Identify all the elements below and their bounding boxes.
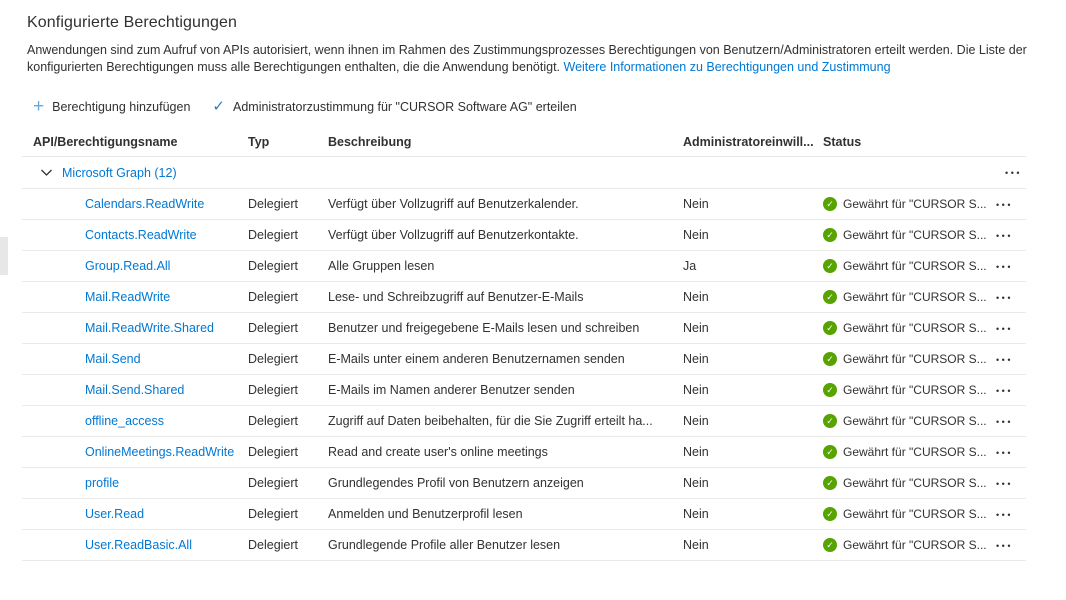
permission-name-link[interactable]: Calendars.ReadWrite: [85, 197, 205, 211]
permission-description: E-Mails unter einem anderen Benutzernamen senden: [328, 352, 625, 366]
admin-consent-required: Nein: [683, 414, 709, 428]
permission-type: Delegiert: [248, 383, 299, 397]
row-actions: [987, 197, 1026, 211]
table-row: [22, 189, 1026, 220]
status-text: Gewährt für "CURSOR S...: [843, 538, 987, 552]
admin-consent-required: Nein: [683, 383, 709, 397]
learn-more-link[interactable]: Weitere Informationen zu Berechtigungen und Zustimmung: [563, 60, 891, 74]
admin-consent-required: Nein: [683, 476, 709, 490]
chevron-down-icon[interactable]: [40, 166, 53, 179]
group-more-options-icon[interactable]: •••: [1005, 167, 1022, 178]
row-more-options-icon[interactable]: •••: [996, 417, 1013, 427]
permission-type: Delegiert: [248, 414, 299, 428]
row-actions: [987, 414, 1026, 428]
column-header-admin-consent: Administratoreinwill...: [683, 134, 814, 149]
table-row: [22, 375, 1026, 406]
permission-description: E-Mails im Namen anderer Benutzer senden: [328, 383, 575, 397]
permission-type: Delegiert: [248, 476, 299, 490]
table-row: [22, 251, 1026, 282]
table-row: [22, 220, 1026, 251]
admin-consent-required: Ja: [683, 259, 697, 273]
row-more-options-icon[interactable]: •••: [996, 541, 1013, 551]
row-more-options-icon[interactable]: •••: [996, 355, 1013, 365]
permissions-table: [22, 127, 1026, 561]
row-actions: [987, 476, 1026, 490]
status-cell: [823, 383, 987, 397]
permission-description: Benutzer und freigegebene E-Mails lesen und schreiben: [328, 321, 640, 335]
table-row: [22, 437, 1026, 468]
status-text: Gewährt für "CURSOR S...: [843, 507, 987, 521]
permission-type: Delegiert: [248, 321, 299, 335]
row-more-options-icon[interactable]: •••: [996, 324, 1013, 334]
permission-name-link[interactable]: Mail.ReadWrite: [85, 290, 171, 304]
permission-name-link[interactable]: User.Read: [85, 507, 145, 521]
add-permission-button[interactable]: [33, 96, 191, 117]
permission-description: Anmelden und Benutzerprofil lesen: [328, 507, 523, 521]
row-actions: [987, 445, 1026, 459]
column-header-name: API/Berechtigungsname: [33, 134, 178, 149]
granted-check-icon: ✓: [823, 228, 837, 242]
permission-name-link[interactable]: Mail.Send: [85, 352, 141, 366]
add-icon: +: [33, 96, 45, 117]
table-row: [22, 282, 1026, 313]
table-row: [22, 313, 1026, 344]
status-text: Gewährt für "CURSOR S...: [843, 259, 987, 273]
table-header-row: [22, 127, 1026, 157]
add-permission-label: Berechtigung hinzufügen: [52, 100, 191, 114]
status-cell: [823, 228, 987, 242]
granted-check-icon: ✓: [823, 259, 837, 273]
permission-description: Grundlegende Profile aller Benutzer lesen: [328, 538, 561, 552]
page-description: [27, 42, 1035, 76]
grant-admin-consent-label: Administratorzustimmung für "CURSOR Software AG" erteilen: [233, 100, 577, 114]
permission-name-link[interactable]: Group.Read.All: [85, 259, 171, 273]
permission-name-link[interactable]: Mail.Send.Shared: [85, 383, 185, 397]
permission-type: Delegiert: [248, 290, 299, 304]
row-more-options-icon[interactable]: •••: [996, 231, 1013, 241]
admin-consent-required: Nein: [683, 445, 709, 459]
permission-type: Delegiert: [248, 228, 299, 242]
status-text: Gewährt für "CURSOR S...: [843, 321, 987, 335]
status-cell: [823, 321, 987, 335]
row-more-options-icon[interactable]: •••: [996, 448, 1013, 458]
status-cell: [823, 259, 987, 273]
page-description-text: Anwendungen sind zum Aufruf von APIs autorisiert, wenn ihnen im Rahmen des Zustimmungsprozesses Berechtigungen von Benutzern/Administratoren erteilt werden. Die Liste der konfigurierten Berechtigungen muss alle Berechtigungen enthalten, die die Anwendung benötigt.: [27, 43, 1027, 74]
granted-check-icon: ✓: [823, 290, 837, 304]
admin-consent-required: Nein: [683, 197, 709, 211]
row-actions: [987, 352, 1026, 366]
table-row: [22, 530, 1026, 561]
permission-name-link[interactable]: Contacts.ReadWrite: [85, 228, 197, 242]
api-group-row[interactable]: [22, 157, 1026, 189]
permission-name-link[interactable]: offline_access: [85, 414, 164, 428]
granted-check-icon: ✓: [823, 538, 837, 552]
permission-description: Lese- und Schreibzugriff auf Benutzer-E-Mails: [328, 290, 584, 304]
status-cell: [823, 538, 987, 552]
row-actions: [987, 538, 1026, 552]
status-cell: [823, 476, 987, 490]
grant-admin-consent-button[interactable]: [212, 99, 576, 115]
status-text: Gewährt für "CURSOR S...: [843, 383, 987, 397]
status-text: Gewährt für "CURSOR S...: [843, 476, 987, 490]
granted-check-icon: ✓: [823, 507, 837, 521]
permission-name-link[interactable]: User.ReadBasic.All: [85, 538, 192, 552]
toolbar: [33, 96, 1066, 117]
admin-consent-required: Nein: [683, 290, 709, 304]
status-cell: [823, 507, 987, 521]
permission-description: Grundlegendes Profil von Benutzern anzeigen: [328, 476, 584, 490]
admin-consent-required: Nein: [683, 538, 709, 552]
scrollbar-fragment: [0, 237, 8, 275]
table-row: [22, 468, 1026, 499]
row-more-options-icon[interactable]: •••: [996, 386, 1013, 396]
checkmark-icon: ✓: [212, 98, 225, 115]
column-header-status: Status: [823, 134, 862, 149]
granted-check-icon: ✓: [823, 476, 837, 490]
row-more-options-icon[interactable]: •••: [996, 200, 1013, 210]
row-actions: [987, 321, 1026, 335]
permission-description: Verfügt über Vollzugriff auf Benutzerkontakte.: [328, 228, 579, 242]
page-title: Konfigurierte Berechtigungen: [27, 14, 238, 31]
status-cell: [823, 290, 987, 304]
row-more-options-icon[interactable]: •••: [996, 293, 1013, 303]
status-text: Gewährt für "CURSOR S...: [843, 228, 987, 242]
status-cell: [823, 197, 987, 211]
status-text: Gewährt für "CURSOR S...: [843, 290, 987, 304]
status-text: Gewährt für "CURSOR S...: [843, 445, 987, 459]
permission-description: Zugriff auf Daten beibehalten, für die Sie Zugriff erteilt ha...: [328, 414, 653, 428]
row-more-options-icon[interactable]: •••: [996, 479, 1013, 489]
status-text: Gewährt für "CURSOR S...: [843, 414, 987, 428]
granted-check-icon: ✓: [823, 321, 837, 335]
row-actions: [987, 290, 1026, 304]
status-text: Gewährt für "CURSOR S...: [843, 197, 987, 211]
row-actions: [987, 383, 1026, 397]
table-body: [22, 189, 1026, 561]
permission-description: Verfügt über Vollzugriff auf Benutzerkalender.: [328, 197, 579, 211]
granted-check-icon: ✓: [823, 383, 837, 397]
status-text: Gewährt für "CURSOR S...: [843, 352, 987, 366]
permission-type: Delegiert: [248, 259, 299, 273]
permission-description: Alle Gruppen lesen: [328, 259, 435, 273]
table-row: [22, 406, 1026, 437]
permission-type: Delegiert: [248, 507, 299, 521]
granted-check-icon: ✓: [823, 414, 837, 428]
granted-check-icon: ✓: [823, 445, 837, 459]
permission-type: Delegiert: [248, 197, 299, 211]
api-group-label[interactable]: Microsoft Graph (12): [62, 165, 177, 180]
row-more-options-icon[interactable]: •••: [996, 262, 1013, 272]
admin-consent-required: Nein: [683, 352, 709, 366]
table-row: [22, 499, 1026, 530]
permission-name-link[interactable]: OnlineMeetings.ReadWrite: [85, 445, 235, 459]
column-header-description: Beschreibung: [328, 134, 412, 149]
permission-name-link[interactable]: profile: [85, 476, 120, 490]
status-cell: [823, 352, 987, 366]
granted-check-icon: ✓: [823, 197, 837, 211]
column-header-type: Typ: [248, 134, 270, 149]
row-actions: [987, 228, 1026, 242]
permission-type: Delegiert: [248, 352, 299, 366]
row-actions: [987, 507, 1026, 521]
granted-check-icon: ✓: [823, 352, 837, 366]
permission-type: Delegiert: [248, 445, 299, 459]
permission-type: Delegiert: [248, 538, 299, 552]
admin-consent-required: Nein: [683, 228, 709, 242]
status-cell: [823, 414, 987, 428]
admin-consent-required: Nein: [683, 507, 709, 521]
row-more-options-icon[interactable]: •••: [996, 510, 1013, 520]
permission-description: Read and create user's online meetings: [328, 445, 548, 459]
status-cell: [823, 445, 987, 459]
permission-name-link[interactable]: Mail.ReadWrite.Shared: [85, 321, 214, 335]
admin-consent-required: Nein: [683, 321, 709, 335]
row-actions: [987, 259, 1026, 273]
table-row: [22, 344, 1026, 375]
